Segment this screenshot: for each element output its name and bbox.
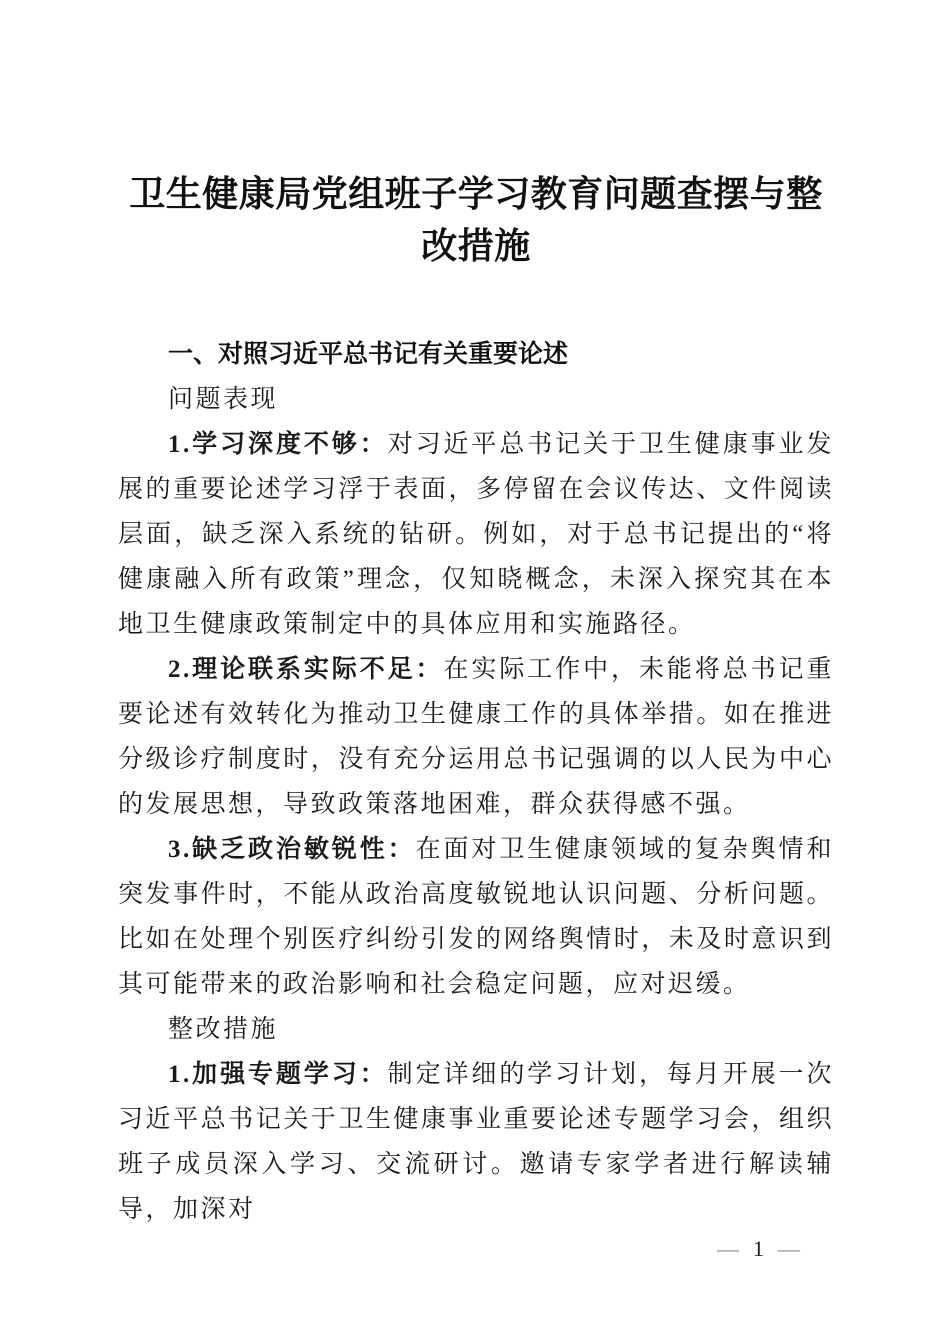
problem-1-text: 对习近平总书记关于卫生健康事业发展的重要论述学习浮于表面，多停留在会议传达、文件阅读层面，缺乏深入系统的钻研。例如，对于总书记提出的“将健康融入所有政策”理念，仅知晓概念，未深入探究其在本地卫生健康政策制定中的具体应用和实施路径。 [118,431,834,638]
problem-3-lead: 3.缺乏政治敏锐性： [168,836,416,863]
page-number-value: 1 [753,1236,764,1261]
page-number-dash-right: — [778,1236,800,1261]
page-number-dash-left: — [717,1236,739,1261]
problems-label: 问题表现 [168,386,279,413]
problem-2-text: 在实际工作中，未能将总书记重要论述有效转化为推动卫生健康工作的具体举措。如在推进分级诊疗制度时，没有充分运用总书记强调的以人民为中心的发展思想，导致政策落地困难，群众获得感不强。 [118,656,834,818]
page-number [717,1236,800,1262]
measure-paragraph-1 [118,1052,834,1232]
problem-1-lead: 1.学习深度不够： [168,431,388,458]
problem-paragraph-2 [118,647,834,827]
problem-2-lead: 2.理论联系实际不足： [168,656,444,683]
measure-1-lead: 1.加强专题学习： [168,1061,388,1088]
problem-3-text: 在面对卫生健康领域的复杂舆情和突发事件时，不能从政治高度敏锐地认识问题、分析问题。比如在处理个别医疗纠纷引发的网络舆情时，未及时意识到其可能带来的政治影响和社会稳定问题，应对迟缓。 [118,836,834,998]
problem-paragraph-3 [118,827,834,1007]
document-title: 卫生健康局党组班子学习教育问题查摆与整改措施 [129,173,823,266]
measures-label: 整改措施 [168,1016,279,1043]
document-content [118,0,834,1232]
measure-1-text: 制定详细的学习计划，每月开展一次习近平总书记关于卫生健康事业重要论述专题学习会，组织班子成员深入学习、交流研讨。邀请专家学者进行解读辅导，加深对 [118,1061,834,1223]
section-one-heading: 一、对照习近平总书记有关重要论述 [168,340,569,368]
problem-paragraph-1 [118,422,834,647]
